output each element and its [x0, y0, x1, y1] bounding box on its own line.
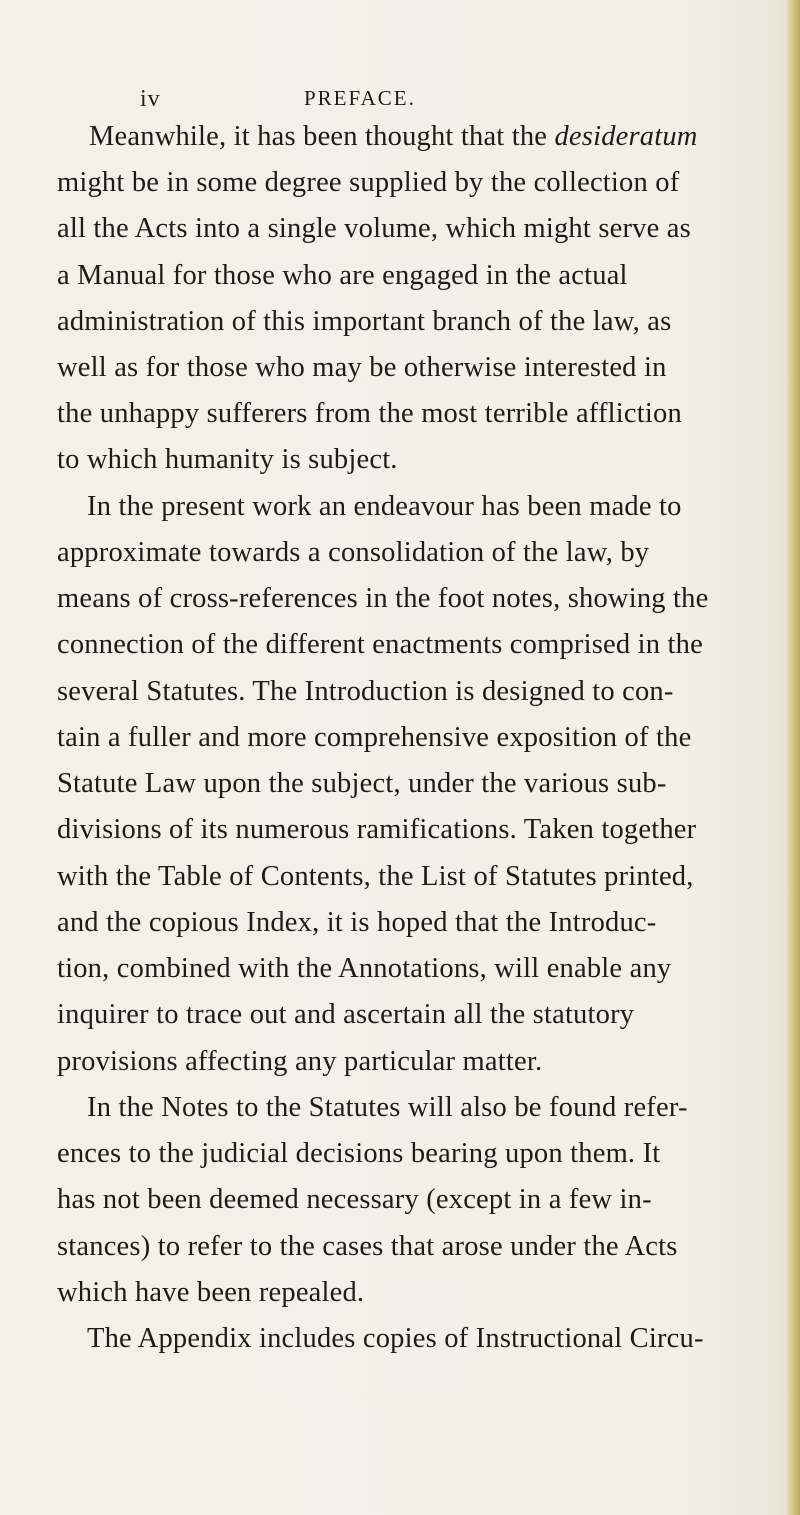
text-line-9: In the present work an endeavour has been made to [87, 491, 682, 522]
text-line-10: approximate towards a consolidation of the law, by [57, 537, 650, 568]
text-line-24: has not been deemed necessary (except in a few in- [57, 1184, 652, 1215]
text-line-25: stances) to refer to the cases that arose under the Acts [57, 1231, 678, 1262]
running-head: PREFACE. [304, 86, 416, 110]
page-edge [786, 0, 800, 1515]
text-line-14: tain a fuller and more comprehensive exposition of the [57, 722, 692, 753]
text-line-7: the unhappy sufferers from the most terrible affliction [57, 398, 682, 429]
text-line-15: Statute Law upon the subject, under the various sub- [57, 768, 667, 799]
text-line-19: tion, combined with the Annotations, will enable any [57, 953, 672, 984]
page-header [140, 86, 740, 116]
text-line-3: all the Acts into a single volume, which might serve as [57, 213, 691, 244]
text-line-21: provisions affecting any particular matter. [57, 1046, 543, 1077]
text-line-20: inquirer to trace out and ascertain all the statutory [57, 999, 635, 1030]
page-number: iv [140, 86, 161, 112]
text-line-2: might be in some degree supplied by the collection of [57, 167, 680, 198]
text-line-4: a Manual for those who are engaged in the actual [57, 260, 628, 291]
text-line-16: divisions of its numerous ramifications. Taken together [57, 814, 697, 845]
text-line-23: ences to the judicial decisions bearing upon them. It [57, 1138, 661, 1169]
text-line-17: with the Table of Contents, the List of Statutes printed, [57, 861, 694, 892]
text-line-11: means of cross-references in the foot notes, showing the [57, 583, 709, 614]
text-line-27: The Appendix includes copies of Instructional Circu- [87, 1323, 704, 1354]
text-line-1: Meanwhile, it has been thought that the desideratum [89, 121, 698, 152]
text-line-12: connection of the different enactments comprised in the [57, 629, 703, 660]
text-line-13: several Statutes. The Introduction is designed to con- [57, 676, 674, 707]
text-line-22: In the Notes to the Statutes will also be found refer- [87, 1092, 688, 1123]
text-line-18: and the copious Index, it is hoped that the Introduc- [57, 907, 657, 938]
text-line-6: well as for those who may be otherwise interested in [57, 352, 667, 383]
text-line-26: which have been repealed. [57, 1277, 365, 1308]
text-line-8: to which humanity is subject. [57, 444, 398, 475]
italic-word: desideratum [554, 121, 698, 152]
text-line-5: administration of this important branch of the law, as [57, 306, 672, 337]
